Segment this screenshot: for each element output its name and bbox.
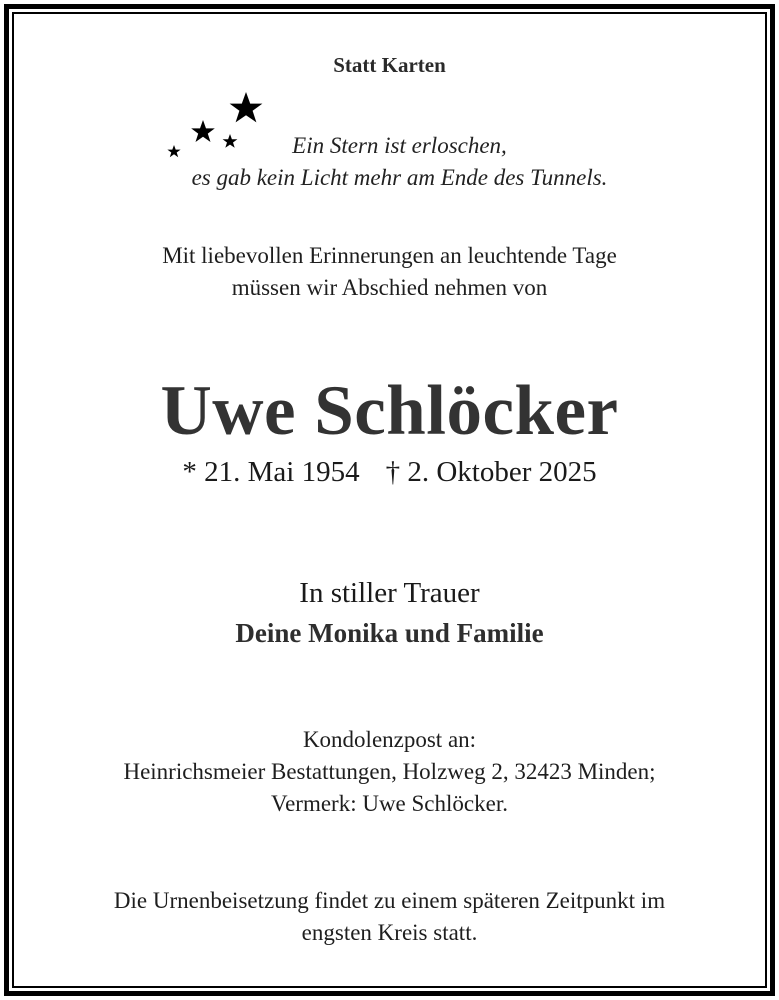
birth-date: * 21. Mai 1954: [182, 456, 360, 488]
deceased-name: Uwe Schlöcker: [160, 372, 619, 450]
life-dates: [0, 456, 779, 489]
mourning-line: In stiller Trauer: [299, 577, 480, 609]
death-date: † 2. Oktober 2025: [385, 456, 597, 488]
condolence-reference: Vermerk: Uwe Schlöcker.: [271, 791, 508, 816]
mourners-names: Deine Monika und Familie: [235, 618, 544, 648]
intro-line-1: Mit liebevollen Erinnerungen an leuchtende Tage: [162, 243, 617, 268]
header-title: Statt Karten: [333, 53, 446, 77]
intro-line-2: müssen wir Abschied nehmen von: [231, 275, 548, 300]
burial-line-2: engsten Kreis statt.: [301, 920, 478, 945]
quote-line-1: Ein Stern ist erloschen,: [292, 133, 507, 158]
condolence-address: Heinrichsmeier Bestattungen, Holzweg 2, 32423 Minden;: [123, 759, 656, 784]
quote-line-2: es gab kein Licht mehr am Ende des Tunnels.: [191, 165, 608, 190]
burial-line-1: Die Urnenbeisetzung findet zu einem späteren Zeitpunkt im: [113, 888, 666, 913]
condolence-heading: Kondolenzpost an:: [302, 727, 477, 752]
star-large-icon: [230, 92, 263, 122]
